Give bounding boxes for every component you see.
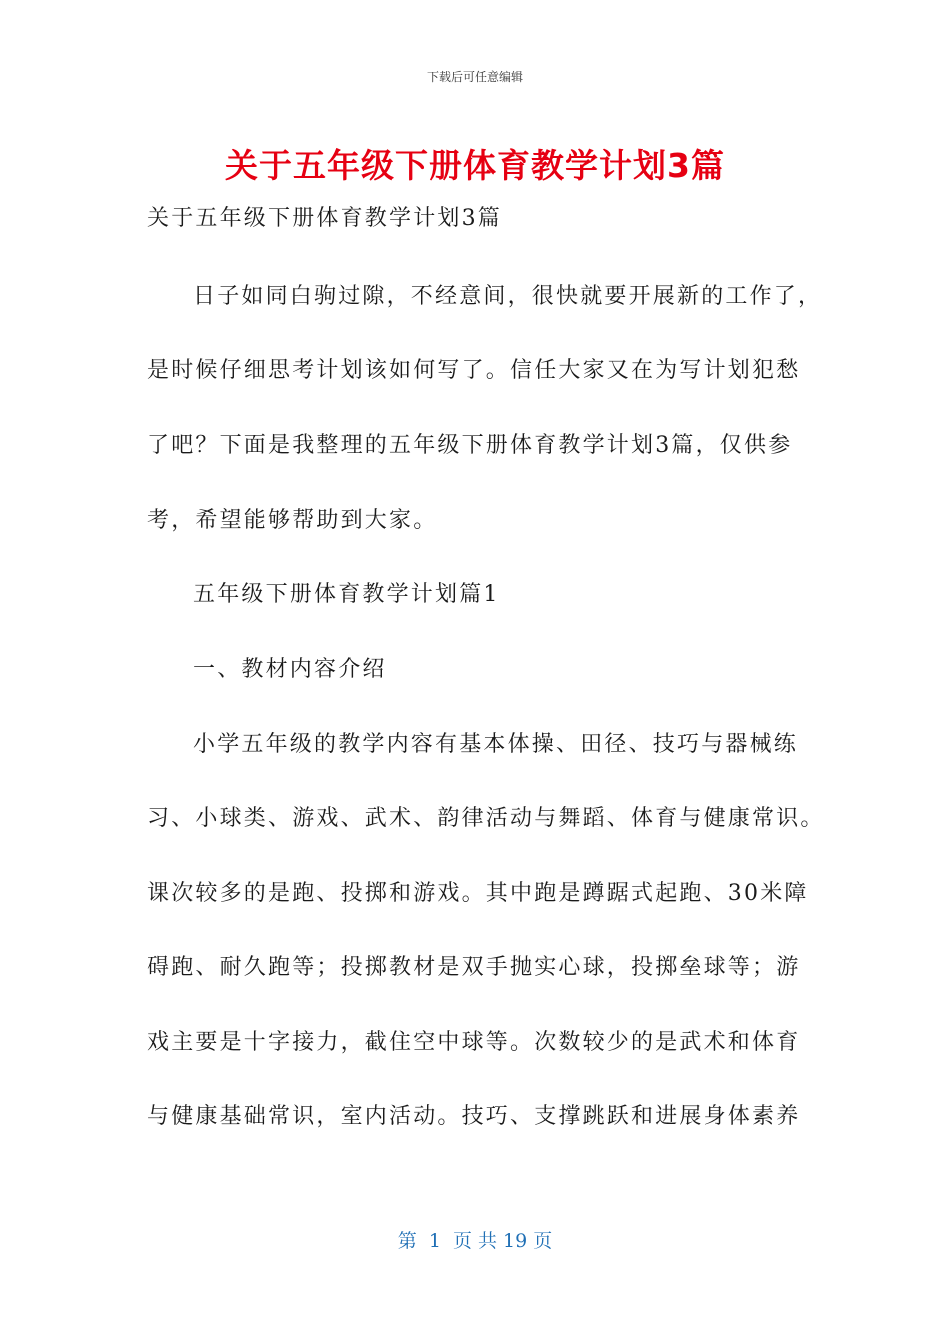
paragraph-line: 课次较多的是跑、投掷和游戏。其中跑是蹲踞式起跑、30米障 [147,881,809,906]
paragraph-line: 了吧？下面是我整理的五年级下册体育教学计划3篇，仅供参 [147,433,793,458]
paragraph-line: 习、小球类、游戏、武术、韵律活动与舞蹈、体育与健康常识。 [147,806,825,831]
paragraph-line: 日子如同白驹过隙，不经意间，很快就要开展新的工作了， [193,284,823,309]
footer-mid: 页 共 [452,1230,498,1252]
paragraph-line: 与健康基础常识，室内活动。技巧、支撑跳跃和进展身体素养 [147,1104,801,1129]
paragraph-line: 小学五年级的教学内容有基本体操、田径、技巧与器械练 [193,732,799,757]
footer-total-pages: 19 [503,1230,528,1252]
header-note: 下载后可任意编辑 [426,70,523,84]
document-title: 关于五年级下册体育教学计划3篇 [225,146,725,185]
paragraph-line: 考，希望能够帮助到大家。 [147,508,438,533]
footer-prefix: 第 [397,1230,417,1252]
paragraph-line: 是时候仔细思考计划该如何写了。信任大家又在为写计划犯愁 [147,358,801,383]
section-heading: 五年级下册体育教学计划篇1 [193,582,500,607]
subsection-heading: 一、教材内容介绍 [193,657,387,682]
footer-suffix: 页 [533,1230,553,1252]
paragraph-line: 戏主要是十字接力，截住空中球等。次数较少的是武术和体育 [147,1030,801,1055]
subtitle-line: 关于五年级下册体育教学计划3篇 [147,206,502,231]
footer-page-number: 1 [428,1230,441,1252]
page-footer [0,1226,950,1253]
paragraph-line: 碍跑、耐久跑等；投掷教材是双手抛实心球，投掷垒球等；游 [147,955,801,980]
